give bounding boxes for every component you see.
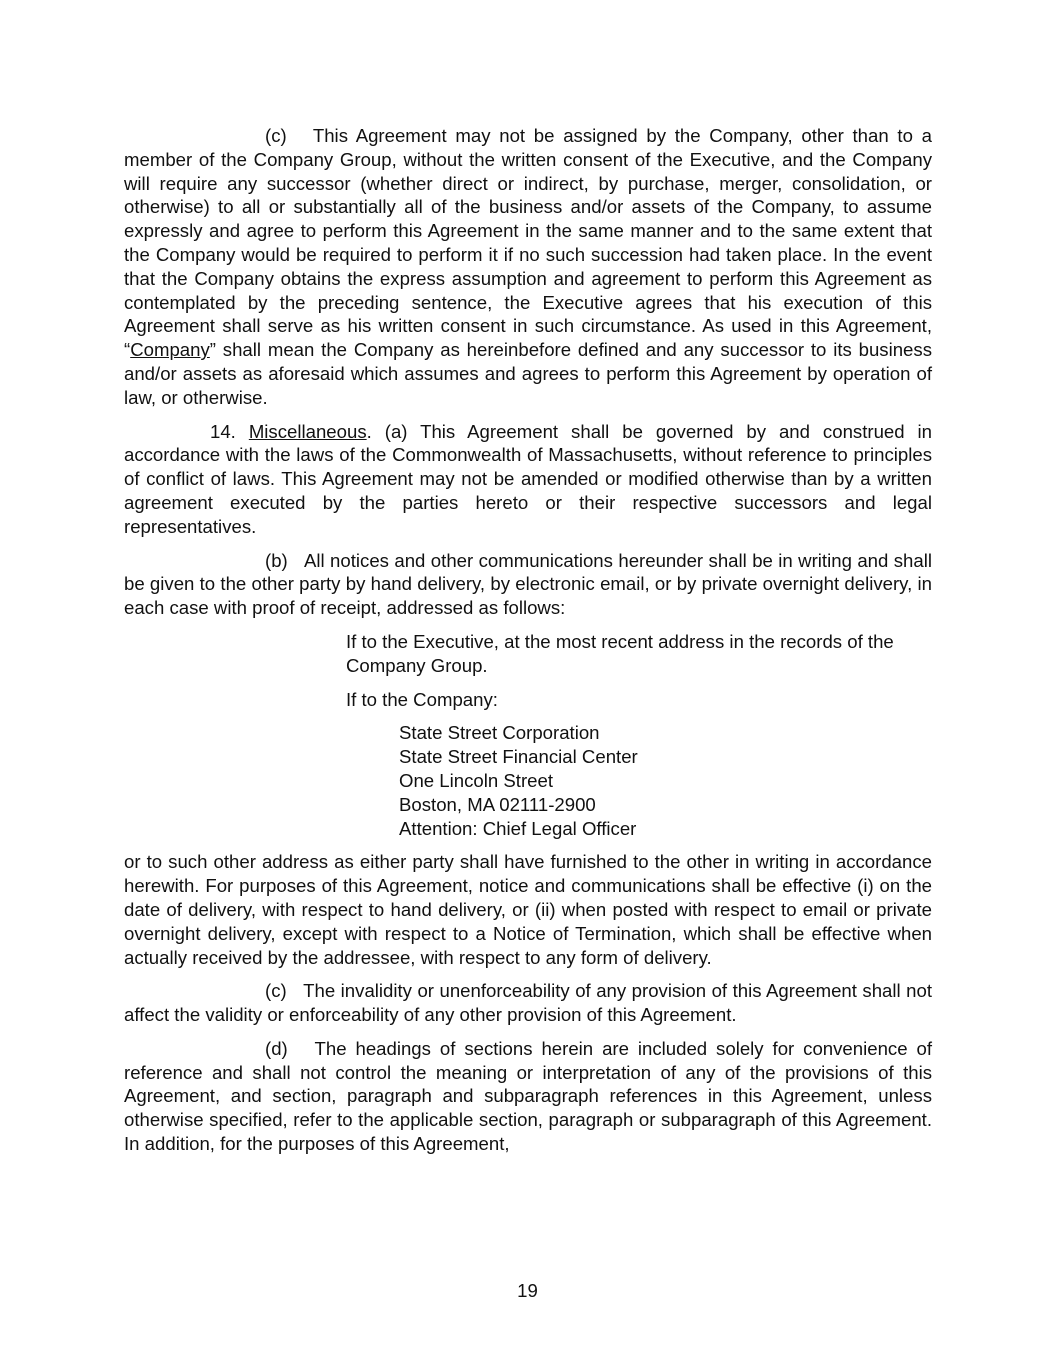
page-number: 19 <box>517 1280 538 1301</box>
paragraph-14a-text: . (a) This Agreement shall be governed by and construed in accordance with the laws of the Commonwealth of Massachusetts, without reference to principles of conflict of laws. This Agreement may not be amended or modified otherwise than by a written agreement executed by the parties hereto or their respective successors and legal representatives. <box>124 420 933 537</box>
section-14-heading: Miscellaneous <box>248 420 367 442</box>
address-line: State Street Corporation <box>399 722 600 744</box>
paragraph-13c-text-end: ” shall mean the Company as hereinbefore defined and any successor to its business and/or assets as aforesaid which assumes and agrees to perform this Agreement by operation of law, or otherwise. <box>124 339 932 408</box>
section-14 <box>124 420 932 539</box>
address-line: Boston, MA 02111-2900 <box>399 793 596 815</box>
paragraph-13c <box>124 124 932 410</box>
address-line: State Street Financial Center <box>399 746 638 768</box>
paragraph-14c: (c) The invalidity or unenforceability of any provision of this Agreement shall not affect the validity or enforceability of any other provision of this Agreement. <box>124 980 932 1026</box>
defined-term-company: Company <box>130 339 210 361</box>
address-executive: If to the Executive, at the most recent address in the records of the Company Group. <box>346 630 894 676</box>
section-14-number: 14. <box>210 420 249 442</box>
document-body <box>124 124 932 1166</box>
company-address <box>399 721 932 840</box>
paragraph-13c-text: (c) This Agreement may not be assigned by the Company, other than to a member of the Company Group, without the written consent of the Executive, and the Company will require any successor (whether direct or indirect, by purchase, merger, consolidation, or otherwise) to all or substantially all of the business and/or assets of the Company, to assume expressly and agree to perform this Agreement in the same manner and to the same extent that the Company would be required to perform it if no such succession had taken place. In the event that the Company obtains the express assumption and agreement to perform this Agreement as contemplated by the preceding sentence, the Executive agrees that his execution of this Agreement shall serve as his written consent in such circumstance. As used in this Agreement, “ <box>124 125 932 361</box>
address-line: One Lincoln Street <box>399 769 554 791</box>
paragraph-14b-continued: or to such other address as either party shall have furnished to the other in writing in accordance herewith. For purposes of this Agreement, notice and communications shall be effective (i) on the date of delivery, with respect to hand delivery, or (ii) when posted with respect to email or private overnight delivery, except with respect to a Notice of Termination, which shall be effective when actually received by the addressee, with respect to any form of delivery. <box>124 851 932 968</box>
address-company-intro: If to the Company: <box>346 688 498 710</box>
address-line: Attention: Chief Legal Officer <box>399 817 637 839</box>
paragraph-14b: (b) All notices and other communications hereunder shall be in writing and shall be given to the other party by hand delivery, by electronic email, or by private overnight delivery, in each case with proof of receipt, addressed as follows: <box>124 549 932 619</box>
paragraph-14d: (d) The headings of sections herein are included solely for convenience of reference and shall not control the meaning or interpretation of any of the provisions of this Agreement, and section, paragraph and subparagraph references in this Agreement, unless otherwise specified, refer to the applicable section, paragraph or subparagraph of this Agreement. In addition, for the purposes of this Agreement, <box>124 1037 932 1155</box>
